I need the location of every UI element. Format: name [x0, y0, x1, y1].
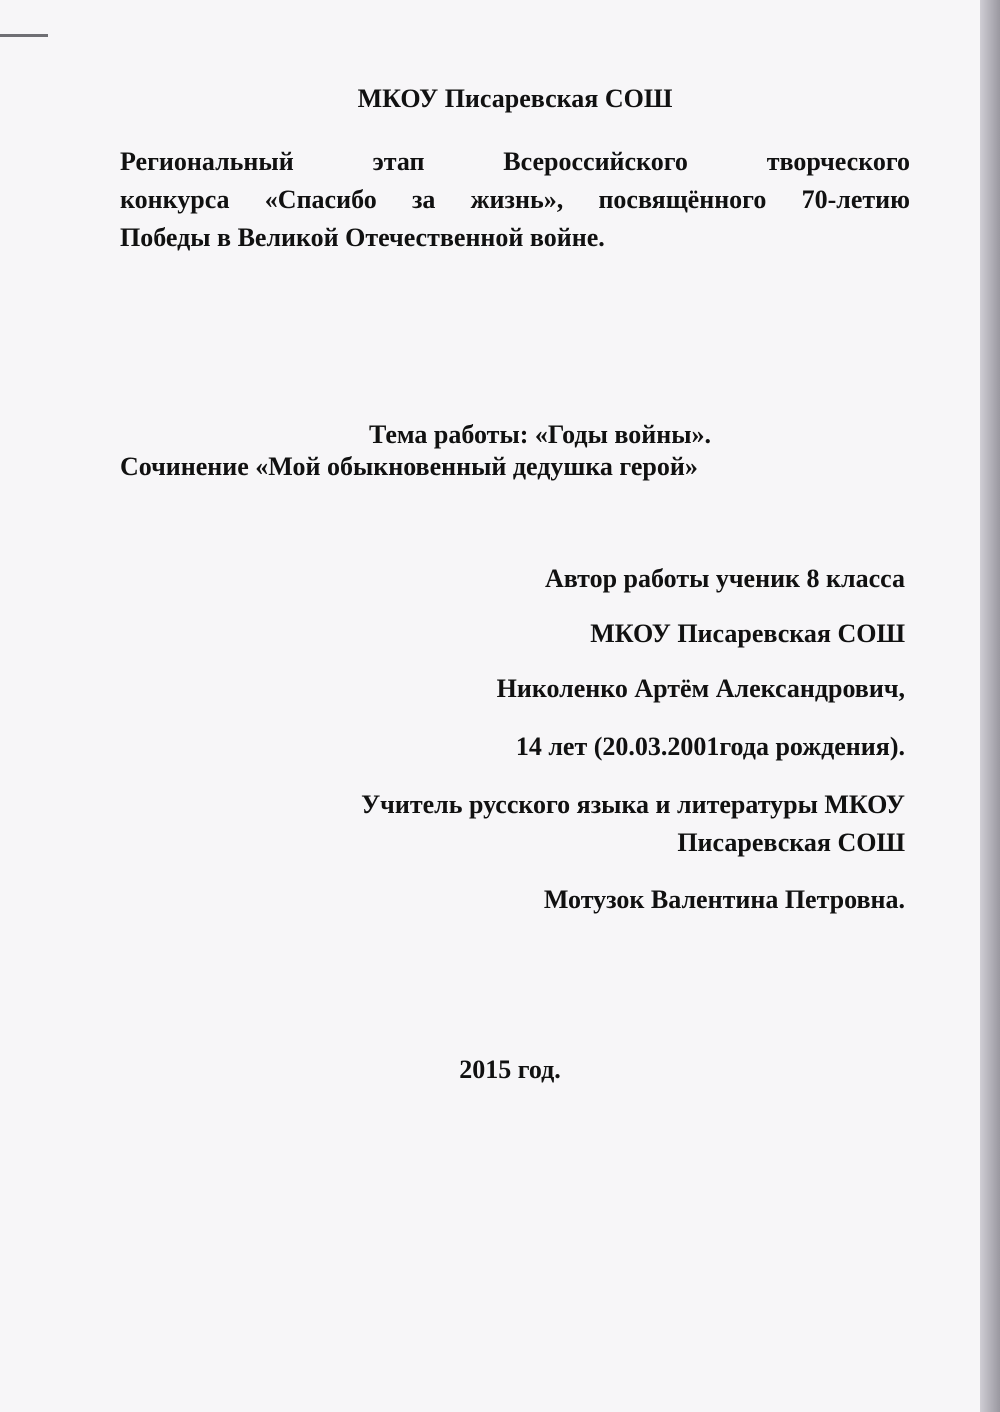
paper-edge-shadow [980, 0, 1000, 1412]
author-line-2: МКОУ Писаревская СОШ [590, 619, 905, 648]
intro-line-3: Победы в Великой Отечественной войне. [120, 223, 605, 252]
author-line-3: Николенко Артём Александрович, [496, 674, 905, 703]
topic-line: Тема работы: «Годы войны». [368, 420, 711, 449]
intro-line-2: конкурса «Спасибо за жизнь», посвящённого 70-летию [120, 185, 910, 214]
author-line-1: Автор работы ученик 8 класса [544, 564, 905, 593]
teacher-line-1: Учитель русского языка и литературы МКОУ [361, 790, 905, 819]
author-line-4: 14 лет (20.03.2001года рождения). [515, 732, 905, 761]
essay-line: Сочинение «Мой обыкновенный дедушка герой» [120, 452, 698, 481]
intro-line-1: Региональный этап Всероссийского творческого [120, 147, 910, 176]
teacher-line-3: Мотузок Валентина Петровна. [543, 885, 905, 914]
scan-mark [0, 34, 48, 37]
year-line: 2015 год. [459, 1055, 561, 1084]
teacher-line-2: Писаревская СОШ [677, 828, 905, 857]
school-title: МКОУ Писаревская СОШ [357, 84, 673, 113]
